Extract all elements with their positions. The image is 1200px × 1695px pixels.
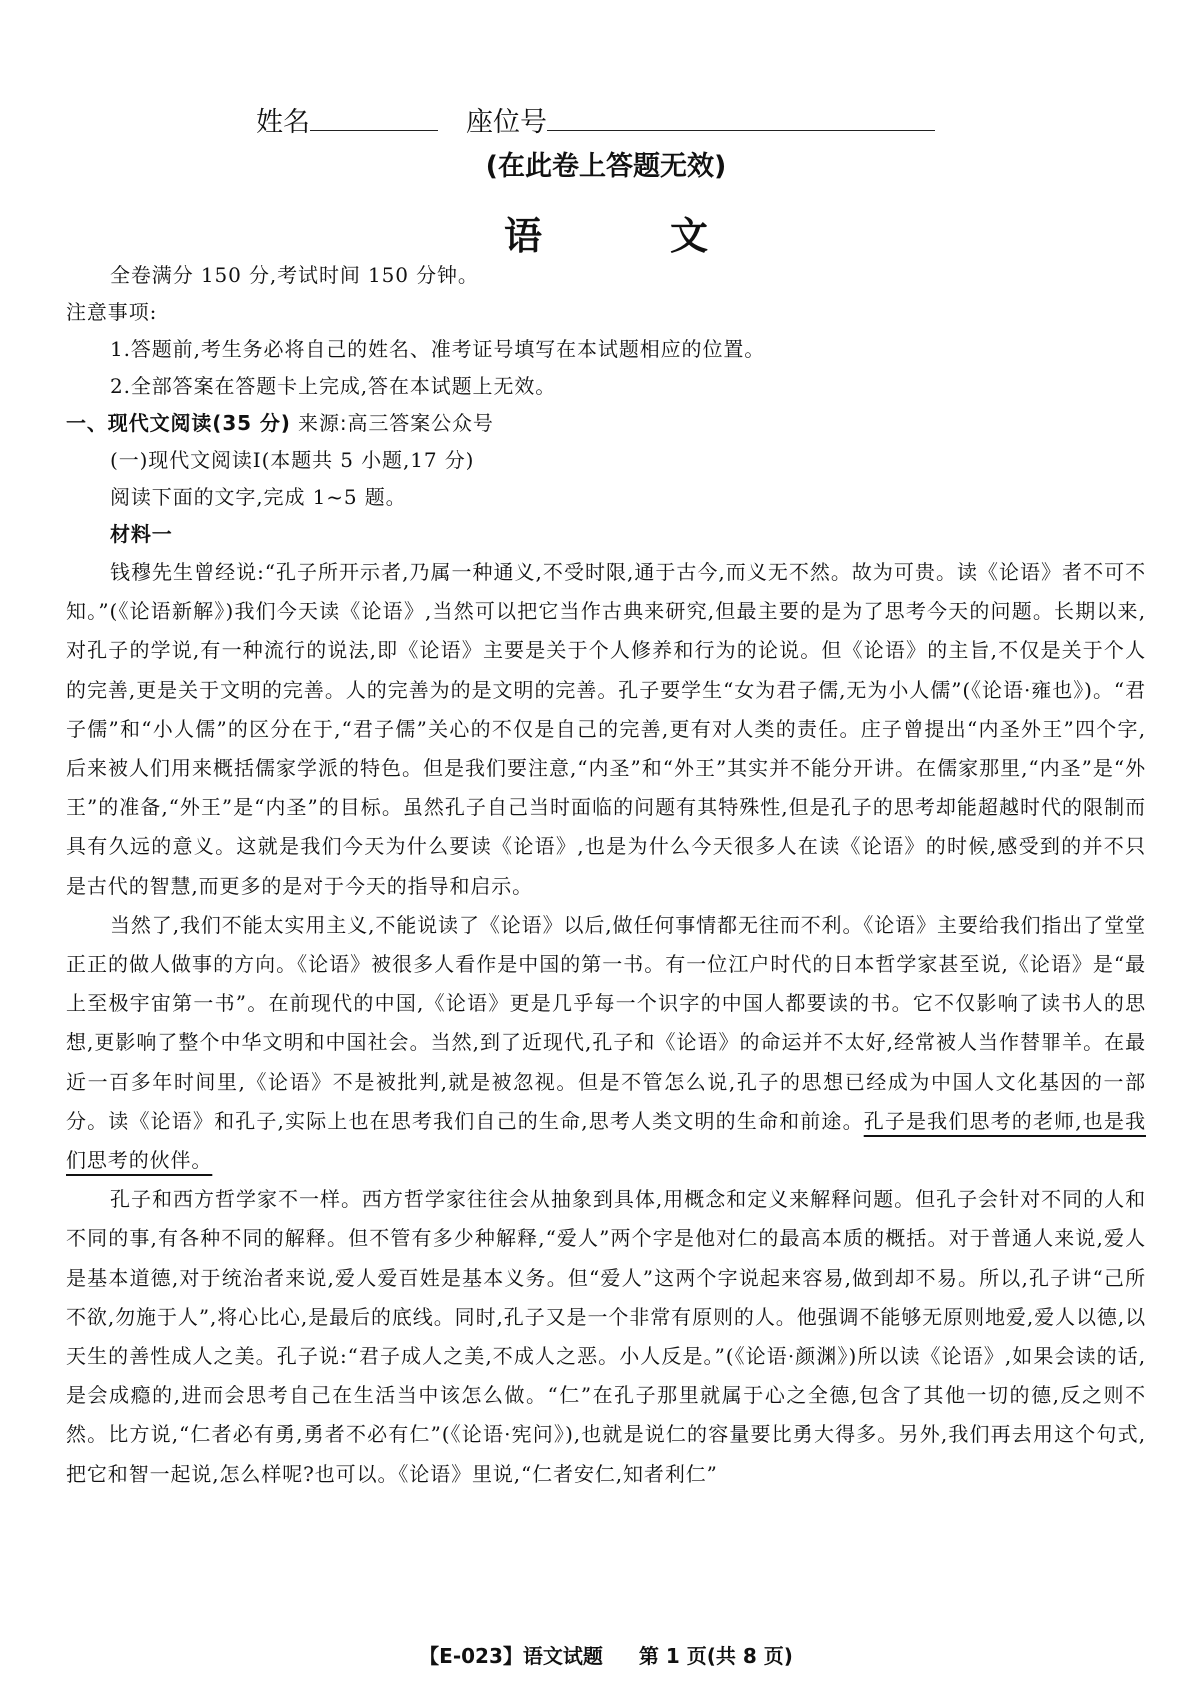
name-label: 姓名	[256, 107, 310, 138]
exam-page	[66, 0, 1146, 1695]
name-blank	[310, 104, 438, 131]
seat-blank	[547, 104, 935, 131]
paragraph-3: 孔子和西方哲学家不一样。西方哲学家往往会从抽象到具体,用概念和定义来解释问题。但孔子会针对不同的人和不同的事,有各种不同的解释。但不管有多少种解释,“爱人”两个字是他对仁的最高本质的概括。对于普通人来说,爱人是基本道德,对于统治者来说,爱人爱百姓是基本义务。但“爱人”这两个字说起来容易,做到却不易。所以,孔子讲“己所不欲,勿施于人”,将心比心,是最后的底线。同时,孔子又是一个非常有原则的人。他强调不能够无原则地爱,爱人以德,以天生的善性成人之美。孔子说:“君子成人之美,不成人之恶。小人反是。”(《论语·颜渊》)所以读《论语》,如果会读的话,是会成瘾的,进而会思考自己在生活当中该怎么做。“仁”在孔子那里就属于心之全德,包含了其他一切的德,反之则不然。比方说,“仁者必有勇,勇者不必有仁”(《论语·宪问》),也就是说仁的容量要比勇大得多。另外,我们再去用这个句式,把它和智一起说,怎么样呢?也可以。《论语》里说,“仁者安仁,知者利仁”	[66, 1187, 1146, 1486]
reading-instruction: 阅读下面的文字,完成 1~5 题。	[110, 485, 407, 509]
seat-label: 座位号	[466, 107, 547, 138]
subject-title: 语文	[503, 213, 836, 258]
notice-item-1: 1.答题前,考生务必将自己的姓名、准考证号填写在本试题相应的位置。	[110, 337, 766, 361]
paragraph-2-text: 当然了,我们不能太实用主义,不能说读了《论语》以后,做任何事情都无往而不利。《论语》主要给我们指出了堂堂正正的做人做事的方向。《论语》被很多人看作是中国的第一书。有一位江户时代的日本哲学家甚至说,《论语》是“最上至极宇宙第一书”。在前现代的中国,《论语》更是几乎每一个识字的中国人都要读的书。它不仅影响了读书人的思想,更影响了整个中华文明和中国社会。当然,到了近现代,孔子和《论语》的命运并不太好,经常被人当作替罪羊。在最近一百多年时间里,《论语》不是被批判,就是被忽视。但是不管怎么说,孔子的思想已经成为中国人文化基因的一部分。读《论语》和孔子,实际上也在思考我们自己的生命,思考人类文明的生命和前途。	[66, 912, 1146, 1133]
exam-code: 【E-023】语文试题	[419, 1644, 603, 1668]
invalid-answer-note: (在此卷上答题无效)	[485, 151, 727, 182]
source-note: 来源:高三答案公众号	[298, 411, 494, 435]
score-time-line: 全卷满分 150 分,考试时间 150 分钟。	[110, 263, 479, 287]
underlined-sentence: 孔子是我们思考的老师,也是我们思考的伙伴。	[66, 1108, 1146, 1173]
section-heading: 一、现代文阅读(35 分)	[66, 411, 291, 435]
section-heading-line	[66, 405, 1146, 442]
candidate-info-line	[256, 100, 935, 139]
paragraph-2	[66, 906, 1146, 1180]
sub-heading: (一)现代文阅读Ⅰ(本题共 5 小题,17 分)	[110, 448, 475, 472]
notice-item-2: 2.全部答案在答题卡上完成,答在本试题上无效。	[110, 374, 557, 398]
material-label: 材料一	[110, 522, 173, 546]
page-number: 第 1 页(共 8 页)	[638, 1644, 793, 1668]
notice-label: 注意事项:	[66, 300, 158, 324]
paragraph-1: 钱穆先生曾经说:“孔子所开示者,乃属一种通义,不受时限,通于古今,而义无不然。故为可贵。读《论语》者不可不知。”(《论语新解》)我们今天读《论语》,当然可以把它当作古典来研究,但最主要的是为了思考今天的问题。长期以来,对孔子的学说,有一种流行的说法,即《论语》主要是关于个人修养和行为的论说。但《论语》的主旨,不仅是关于个人的完善,更是关于文明的完善。人的完善为的是文明的完善。孔子要学生“女为君子儒,无为小人儒”(《论语·雍也》)。“君子儒”和“小人儒”的区分在于,“君子儒”关心的不仅是自己的完善,更有对人类的责任。庄子曾提出“内圣外王”四个字,后来被人们用来概括儒家学派的特色。但是我们要注意,“内圣”和“外王”其实并不能分开讲。在儒家那里,“内圣”是“外王”的准备,“外王”是“内圣”的目标。虽然孔子自己当时面临的问题有其特殊性,但是孔子的思考却能超越时代的限制而具有久远的意义。这就是我们今天为什么要读《论语》,也是为什么今天很多人在读《论语》的时候,感受到的并不只是古代的智慧,而更多的是对于今天的指导和启示。	[66, 560, 1146, 898]
page-footer	[66, 1640, 1146, 1669]
exam-content	[66, 257, 1146, 1494]
